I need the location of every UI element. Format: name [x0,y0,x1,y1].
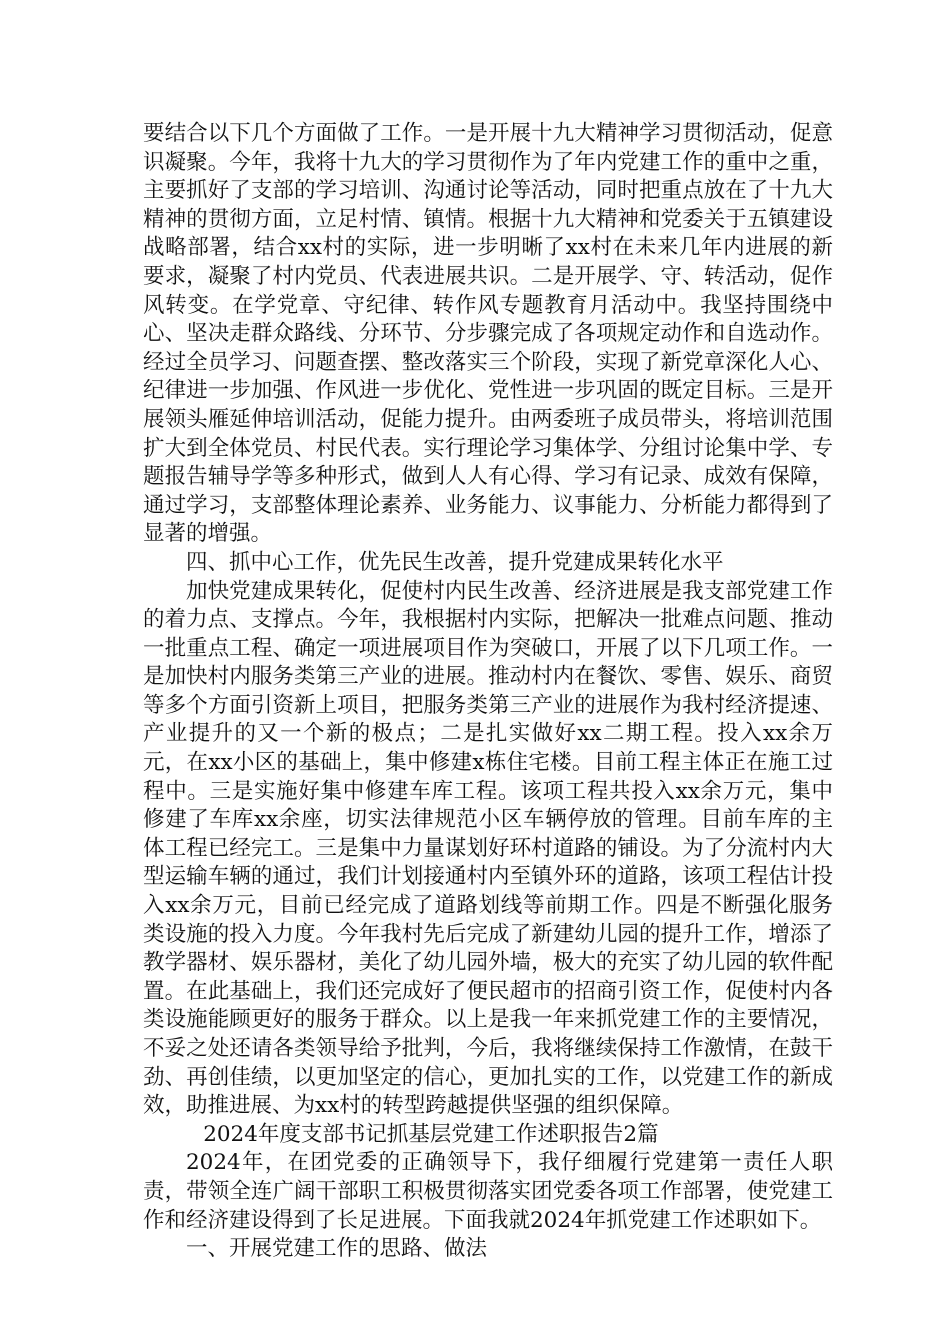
document-page [143,120,833,1264]
body-paragraph-2: 加快党建成果转化，促使村内民生改善、经济进展是我支部党建工作的着力点、支撑点。今年，我根据村内实际，把解决一批难点问题、推动一批重点工程、确定一项进展项目作为突破口，开展了以下几项工作。一是加快村内服务类第三产业的进展。推动村内在餐饮、零售、娱乐、商贸等多个方面引资新上项目，把服务类第三产业的进展作为我村经济提速、产业提升的又一个新的极点；二是扎实做好xx二期工程。投入xx余万元，在xx小区的基础上，集中修建x栋住宅楼。目前工程主体正在施工过程中。三是实施好集中修建车库工程。该项工程共投入xx余万元，集中修建了车库xx余座，切实法律规范小区车辆停放的管理。目前车库的主体工程已经完工。三是集中力量谋划好环村道路的铺设。为了分流村内大型运输车辆的通过，我们计划接通村内至镇外环的道路，该项工程估计投入xx余万元，目前已经完成了道路划线等前期工作。四是不断强化服务类设施的投入力度。今年我村先后完成了新建幼儿园的提升工作，增添了教学器材、娱乐器材，美化了幼儿园外墙，极大的充实了幼儿园的软件配置。在此基础上，我们还完成好了便民超市的招商引资工作，促使村内各类设施能顾更好的服务于群众。以上是我一年来抓党建工作的主要情况，不妥之处还请各类领导给予批判，今后，我将继续保持工作激情，在鼓干劲、再创佳绩，以更加坚定的信心，更加扎实的工作，以党建工作的新成效，助推进展、为xx村的转型跨越提供坚强的组织保障。 [143,578,833,1119]
section-heading-4: 四、抓中心工作，优先民生改善，提升党建成果转化水平 [186,549,724,575]
section-heading-1: 一、开展党建工作的思路、做法 [186,1236,488,1262]
report-title: 2024年度支部书记抓基层党建工作述职报告2篇 [203,1121,659,1147]
body-paragraph-3: 2024年，在团党委的正确领导下，我仔细履行党建第一责任人职责，带领全连广阔干部职工积极贯彻落实团党委各项工作部署，使党建工作和经济建设得到了长足进展。下面我就2024年抓党建工作述职如下。 [143,1150,833,1233]
body-paragraph-1: 要结合以下几个方面做了工作。一是开展十九大精神学习贯彻活动，促意识凝聚。今年，我将十九大的学习贯彻作为了年内党建工作的重中之重，主要抓好了支部的学习培训、沟通讨论等活动，同时把重点放在了十九大精神的贯彻方面，立足村情、镇情。根据十九大精神和党委关于五镇建设战略部署，结合xx村的实际，进一步明晰了xx村在未来几年内进展的新要求，凝聚了村内党员、代表进展共识。二是开展学、守、转活动，促作风转变。在学党章、守纪律、转作风专题教育月活动中。我坚持围绕中心、坚决走群众路线、分环节、分步骤完成了各项规定动作和自选动作。经过全员学习、问题查摆、整改落实三个阶段，实现了新党章深化人心、纪律进一步加强、作风进一步优化、党性进一步巩固的既定目标。三是开展领头雁延伸培训活动，促能力提升。由两委班子成员带头，将培训范围扩大到全体党员、村民代表。实行理论学习集体学、分组讨论集中学、专题报告辅导学等多种形式，做到人人有心得、学习有记录、成效有保障，通过学习，支部整体理论素养、业务能力、议事能力、分析能力都得到了显著的增强。 [143,121,833,547]
